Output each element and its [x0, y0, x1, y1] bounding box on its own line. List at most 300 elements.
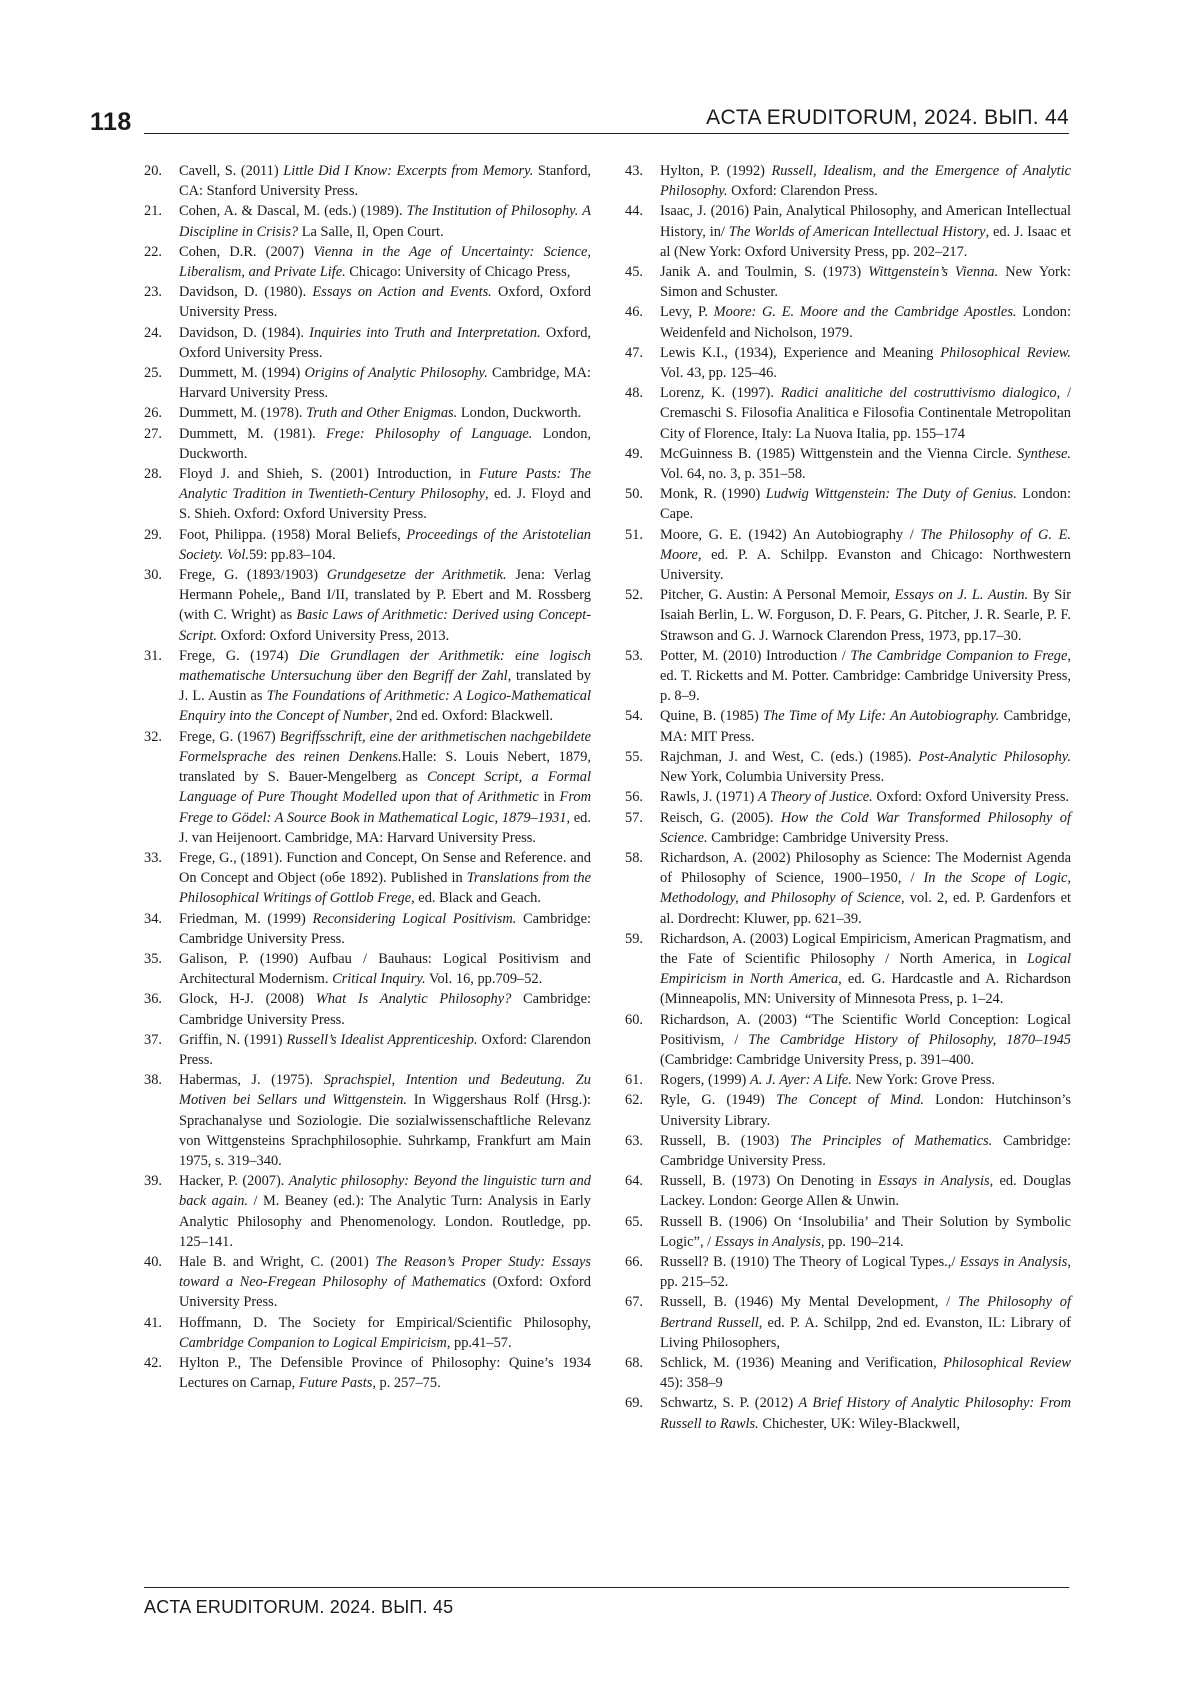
reference-item	[625, 444, 1071, 484]
reference-text	[660, 163, 1071, 199]
reference-number: 38.	[144, 1070, 162, 1090]
reference-title-italic: Future Pasts: The Analytic Tradition in Twentieth-Century Philosophy	[179, 466, 591, 502]
reference-title-italic: Analytic philosophy: Beyond the linguistic turn and back again.	[179, 1173, 591, 1209]
reference-number: 30.	[144, 565, 162, 585]
reference-title-italic: Post-Analytic Philosophy.	[918, 749, 1071, 765]
reference-text	[179, 991, 591, 1027]
reference-text-segment: Vol. 16, pp.709–52.	[426, 971, 543, 987]
reference-number: 63.	[625, 1131, 643, 1151]
reference-text	[660, 1133, 1071, 1169]
reference-text-segment: Oxford, Oxford University Press.	[179, 284, 591, 320]
reference-item	[144, 989, 591, 1029]
reference-title-italic: What Is Analytic Philosophy?	[316, 991, 512, 1007]
reference-title-italic: The Concept of Mind.	[776, 1092, 924, 1108]
reference-text	[660, 1395, 1071, 1431]
reference-item	[144, 1171, 591, 1252]
reference-text-segment: Reisch, G. (2005).	[660, 810, 781, 826]
reference-number: 46.	[625, 302, 643, 322]
reference-item	[144, 424, 591, 464]
reference-item	[144, 161, 591, 201]
reference-text-segment: in	[539, 789, 560, 805]
reference-text-segment: Hale B. and Wright, C. (2001)	[179, 1254, 375, 1270]
reference-text-segment: La Salle, Il, Open Court.	[298, 224, 443, 240]
reference-number: 32.	[144, 727, 162, 747]
reference-title-italic: Essays on Action and Events.	[312, 284, 491, 300]
reference-text-segment: Dummett, M. (1994)	[179, 365, 305, 381]
reference-text-segment: New York: Grove Press.	[852, 1072, 995, 1088]
reference-title-italic: Future Pasts	[299, 1375, 372, 1391]
reference-item	[625, 383, 1071, 444]
reference-item	[625, 646, 1071, 707]
reference-title-italic: Basic Laws of Arithmetic: Derived using Concept-Script.	[179, 607, 591, 643]
reference-text-segment: Rajchman, J. and West, C. (eds.) (1985).	[660, 749, 918, 765]
reference-title-italic: The Cambridge Companion to Frege	[850, 648, 1067, 664]
reference-text-segment: Cohen, D.R. (2007)	[179, 244, 313, 260]
reference-number: 53.	[625, 646, 643, 666]
reference-item	[625, 161, 1071, 201]
reference-text	[179, 911, 591, 947]
reference-text-segment: Chichester, UK: Wiley-Blackwell,	[759, 1416, 960, 1432]
reference-text-segment: Russell B. (1906) On ‘Insolubilia’ and Their Solution by Symbolic Logic”, /	[660, 1214, 1071, 1250]
reference-text-segment: , pp. 215–52.	[660, 1254, 1071, 1290]
reference-title-italic: Frege: Philosophy of Language.	[326, 426, 532, 442]
reference-text-segment: Chicago: University of Chicago Press,	[346, 264, 571, 280]
reference-text-segment: Oxford: Clarendon Press.	[728, 183, 878, 199]
reference-number: 64.	[625, 1171, 643, 1191]
reference-item	[144, 565, 591, 646]
reference-item	[144, 1030, 591, 1070]
reference-text	[179, 1355, 591, 1391]
reference-number: 56.	[625, 787, 643, 807]
reference-text-segment: Floyd J. and Shieh, S. (2001) Introduction, in	[179, 466, 479, 482]
reference-text	[660, 345, 1071, 381]
reference-text-segment: Moore, G. E. (1942) An Autobiography /	[660, 527, 920, 543]
reference-text-segment: Cambridge, MA: Harvard University Press.	[179, 365, 591, 401]
reference-title-italic: Essays in Analysis	[960, 1254, 1068, 1270]
reference-item	[625, 1353, 1071, 1393]
reference-number: 40.	[144, 1252, 162, 1272]
reference-title-italic: The Institution of Philosophy. A Discipline in Crisis?	[179, 203, 591, 239]
reference-text-segment: London: Hutchinson’s University Library.	[660, 1092, 1071, 1128]
reference-text-segment: Oxford: Clarendon Press.	[179, 1032, 591, 1068]
reference-text-segment: (Cambridge: Cambridge University Press, p. 391–400.	[660, 1052, 974, 1068]
reference-text-segment: Schwartz, S. P. (2012)	[660, 1395, 799, 1411]
reference-number: 69.	[625, 1393, 643, 1413]
reference-item	[144, 646, 591, 727]
reference-text-segment: Frege, G., (1891). Function and Concept, On Sense and Reference. and On Concept and Object (обе 1892). Published in	[179, 850, 591, 886]
reference-text-segment: Hacker, P. (2007).	[179, 1173, 289, 1189]
reference-text-segment: Jena: Verlag Hermann Pohele,, Band I/II, translated by P. Ebert and M. Rossberg (with C. Wright) as	[179, 567, 591, 623]
reference-text	[660, 1173, 1071, 1209]
reference-number: 43.	[625, 161, 643, 181]
footer-journal-title: ACTA ERUDITORUM. 2024. ВЫП. 45	[144, 1597, 453, 1618]
reference-text	[660, 446, 1071, 482]
reference-text-segment: 45): 358–9	[660, 1375, 723, 1391]
reference-text-segment: Davidson, D. (1980).	[179, 284, 312, 300]
page-number: 118	[90, 108, 132, 137]
reference-text-segment: New York, Columbia University Press.	[660, 769, 884, 785]
reference-number: 33.	[144, 848, 162, 868]
reference-text-segment: Cambridge: Cambridge University Press.	[179, 911, 591, 947]
reference-text	[660, 931, 1071, 1008]
reference-text-segment: Cohen, A. & Dascal, M. (eds.) (1989).	[179, 203, 407, 219]
reference-text-segment: Cambridge: Cambridge University Press.	[708, 830, 949, 846]
reference-text	[179, 729, 591, 846]
reference-title-italic: Proceedings of the Aristotelian Society. Vol.	[179, 527, 591, 563]
header-rule	[144, 133, 1069, 134]
reference-item	[144, 848, 591, 909]
reference-number: 47.	[625, 343, 643, 363]
reference-number: 45.	[625, 262, 643, 282]
reference-text	[179, 1032, 591, 1068]
reference-number: 54.	[625, 706, 643, 726]
reference-title-italic: The Philosophy of Bertrand Russell	[660, 1294, 1071, 1330]
reference-item	[625, 302, 1071, 342]
reference-text-segment: Potter, M. (2010) Introduction /	[660, 648, 850, 664]
reference-text-segment: Halle: S. Louis Nebert, 1879, translated by S. Bauer-Mengelberg as	[179, 749, 591, 785]
reference-text	[660, 486, 1071, 522]
reference-title-italic: Moore: G. E. Moore and the Cambridge Apostles.	[714, 304, 1017, 320]
reference-text-segment: Oxford: Oxford University Press, 2013.	[217, 628, 449, 644]
reference-text	[660, 527, 1071, 583]
reference-text	[179, 1315, 591, 1351]
reference-title-italic: Concept Script, a Formal Language of Pure Thought Modelled upon that of Arithmetic	[179, 769, 591, 805]
reference-text-segment: Janik A. and Toulmin, S. (1973)	[660, 264, 868, 280]
reference-text-segment: Rogers, (1999)	[660, 1072, 750, 1088]
reference-number: 58.	[625, 848, 643, 868]
reference-item	[625, 585, 1071, 646]
reference-text	[179, 325, 591, 361]
reference-text-segment: Ryle, G. (1949)	[660, 1092, 776, 1108]
reference-text-segment: London, Duckworth.	[179, 426, 591, 462]
reference-text-segment: , ed. Douglas Lackey. London: George Allen & Unwin.	[660, 1173, 1071, 1209]
reference-item	[144, 1070, 591, 1171]
reference-text	[179, 244, 591, 280]
reference-list-left	[144, 161, 591, 1393]
reference-text	[179, 951, 591, 987]
reference-title-italic: Essays in Analysis	[878, 1173, 990, 1189]
reference-text-segment: Friedman, M. (1999)	[179, 911, 312, 927]
reference-text-segment: Richardson, A. (2003) “The Scientific World Conception: Logical Positivism, /	[660, 1012, 1071, 1048]
reference-number: 29.	[144, 525, 162, 545]
reference-text-segment: Hylton, P. (1992)	[660, 163, 771, 179]
reference-text-segment: vol. 2, ed. P. Gardenfors et al. Dordrecht: Kluwer, pp. 621–39.	[660, 890, 1071, 926]
reference-number: 31.	[144, 646, 162, 666]
references-column-left	[144, 161, 591, 1393]
running-head: ACTA ERUDITORUM, 2024. ВЫП. 44	[706, 106, 1069, 130]
reference-text-segment: Richardson, A. (2003) Logical Empiricism, American Pragmatism, and the Fate of Scientific Philosophy / North America, in	[660, 931, 1071, 967]
reference-item	[625, 1090, 1071, 1130]
reference-text	[179, 466, 591, 522]
reference-title-italic: Vienna in the Age of Uncertainty: Science, Liberalism, and Private Life.	[179, 244, 591, 280]
reference-title-italic: Cambridge Companion to Logical Empiricism	[179, 1335, 447, 1351]
reference-text-segment: / M. Beaney (ed.): The Analytic Turn: Analysis in Early Analytic Philosophy and Phenomenology. London. Routledge, pp. 125–141.	[179, 1193, 591, 1249]
reference-text-segment: Schlick, M. (1936) Meaning and Verification,	[660, 1355, 943, 1371]
reference-text-segment: By Sir Isaiah Berlin, L. W. Forguson, D. F. Pears, G. Pitcher, J. R. Searle, P. F. Strawson and G. J. Warnock Clarendon Press, 1973, pp.17–30.	[660, 587, 1071, 643]
reference-item	[625, 787, 1071, 807]
reference-text-segment: Cambridge: Cambridge University Press.	[660, 1133, 1071, 1169]
reference-number: 51.	[625, 525, 643, 545]
reference-number: 60.	[625, 1010, 643, 1030]
reference-text-segment: , ed. P. A. Schilpp, 2nd ed. Evanston, IL: Library of Living Philosophers,	[660, 1315, 1071, 1351]
reference-text	[660, 1012, 1071, 1068]
reference-text-segment: 59: pp.83–104.	[249, 547, 336, 563]
reference-text	[179, 365, 591, 401]
reference-title-italic: A Brief History of Analytic Philosophy: From Russell to Rawls.	[660, 1395, 1071, 1431]
reference-item	[144, 949, 591, 989]
reference-item	[625, 706, 1071, 746]
reference-item	[625, 201, 1071, 262]
reference-text-segment: Cambridge, MA: MIT Press.	[660, 708, 1071, 744]
reference-number: 49.	[625, 444, 643, 464]
reference-text	[179, 405, 581, 421]
reference-text-segment: Rawls, J. (1971)	[660, 789, 758, 805]
reference-text	[179, 1173, 591, 1250]
reference-item	[144, 282, 591, 322]
reference-title-italic: Grundgesetze der Arithmetik.	[327, 567, 507, 583]
reference-text-segment: , 2nd ed. Oxford: Blackwell.	[389, 708, 553, 724]
reference-text-segment: Galison, P. (1990) Aufbau / Bauhaus: Logical Positivism and Architectural Modernism.	[179, 951, 591, 987]
footer-rule	[144, 1587, 1069, 1588]
reference-number: 48.	[625, 383, 643, 403]
reference-title-italic: Inquiries into Truth and Interpretation.	[309, 325, 541, 341]
reference-number: 52.	[625, 585, 643, 605]
reference-number: 35.	[144, 949, 162, 969]
reference-item	[625, 1252, 1071, 1292]
reference-text	[660, 850, 1071, 927]
reference-text	[660, 708, 1071, 744]
reference-number: 65.	[625, 1212, 643, 1232]
reference-title-italic: Critical Inquiry.	[332, 971, 426, 987]
reference-item	[625, 1070, 1071, 1090]
reference-text-segment: Quine, B. (1985)	[660, 708, 763, 724]
reference-text-segment: Glock, H-J. (2008)	[179, 991, 316, 1007]
reference-item	[144, 909, 591, 949]
reference-item	[144, 1353, 591, 1393]
reference-text	[179, 163, 591, 199]
reference-text-segment: Lorenz, K. (1997).	[660, 385, 781, 401]
reference-number: 22.	[144, 242, 162, 262]
reference-title-italic: The Reason’s Proper Study: Essays toward a Neo-Fregean Philosophy of Mathematics	[179, 1254, 591, 1290]
reference-number: 39.	[144, 1171, 162, 1191]
reference-number: 66.	[625, 1252, 643, 1272]
reference-title-italic: Truth and Other Enigmas.	[306, 405, 457, 421]
reference-title-italic: Translations from the Philosophical Writings of Gottlob Frege	[179, 870, 591, 906]
reference-number: 36.	[144, 989, 162, 1009]
reference-text	[660, 1092, 1071, 1128]
reference-title-italic: From Frege to Gödel: A Source Book in Mathematical Logic, 1879–1931	[179, 789, 591, 825]
reference-number: 34.	[144, 909, 162, 929]
reference-title-italic: Philosophical Review	[943, 1355, 1071, 1371]
reference-title-italic: Origins of Analytic Philosophy.	[305, 365, 488, 381]
reference-text-segment: , ed. J. Isaac et al (New York: Oxford University Press, pp. 202–217.	[660, 224, 1071, 260]
reference-title-italic: A Theory of Justice.	[758, 789, 873, 805]
reference-number: 57.	[625, 808, 643, 828]
reference-text-segment: Russell? B. (1910) The Theory of Logical Types.,/	[660, 1254, 960, 1270]
reference-item	[625, 343, 1071, 383]
references-column-right	[625, 161, 1071, 1434]
reference-item	[625, 484, 1071, 524]
reference-text-segment: , ed. Black and Geach.	[411, 890, 541, 906]
reference-text-segment: Lewis K.I., (1934), Experience and Meaning	[660, 345, 940, 361]
reference-number: 37.	[144, 1030, 162, 1050]
reference-text-segment: Russell, B. (1973) On Denoting in	[660, 1173, 878, 1189]
reference-item	[625, 747, 1071, 787]
reference-text-segment: Levy, P.	[660, 304, 714, 320]
reference-item	[625, 525, 1071, 586]
reference-text	[179, 527, 591, 563]
reference-text-segment: Dummett, M. (1981).	[179, 426, 326, 442]
reference-number: 21.	[144, 201, 162, 221]
reference-number: 59.	[625, 929, 643, 949]
reference-number: 67.	[625, 1292, 643, 1312]
reference-number: 68.	[625, 1353, 643, 1373]
reference-item	[144, 323, 591, 363]
reference-title-italic: Philosophical Review.	[940, 345, 1071, 361]
reference-text-segment: Hoffmann, D. The Society for Empirical/Scientific Philosophy,	[179, 1315, 591, 1331]
reference-title-italic: Essays in Analysis	[715, 1234, 821, 1250]
reference-title-italic: Synthese.	[1017, 446, 1071, 462]
reference-number: 20.	[144, 161, 162, 181]
reference-text	[660, 749, 1071, 785]
reference-title-italic: The Foundations of Arithmetic: A Logico-Mathematical Enquiry into the Concept of Number	[179, 688, 591, 724]
reference-item	[625, 1393, 1071, 1433]
reference-text	[660, 264, 1071, 300]
reference-text-segment: , pp. 190–214.	[821, 1234, 904, 1250]
reference-item	[625, 1131, 1071, 1171]
reference-text-segment: , p. 257–75.	[372, 1375, 440, 1391]
reference-number: 42.	[144, 1353, 162, 1373]
reference-text-segment: Stanford, CA: Stanford University Press.	[179, 163, 591, 199]
reference-text-segment: Pitcher, G. Austin: A Personal Memoir,	[660, 587, 895, 603]
reference-text	[660, 810, 1071, 846]
reference-item	[625, 929, 1071, 1010]
reference-title-italic: Essays on J. L. Austin.	[895, 587, 1029, 603]
reference-item	[144, 525, 591, 565]
reference-title-italic: Die Grundlagen der Arithmetik: eine logisch mathematische Untersuchung über den Begriff der Zahl	[179, 648, 591, 684]
reference-text-segment: , translated by J. L. Austin as	[179, 668, 591, 704]
reference-title-italic: The Worlds of American Intellectual History	[729, 224, 986, 240]
reference-number: 55.	[625, 747, 643, 767]
reference-item	[144, 1252, 591, 1313]
reference-text	[660, 587, 1071, 643]
reference-title-italic: Ludwig Wittgenstein: The Duty of Genius.	[766, 486, 1017, 502]
reference-text	[660, 648, 1071, 704]
reference-text	[179, 284, 591, 320]
reference-text-segment: Oxford: Oxford University Press.	[873, 789, 1069, 805]
reference-item	[144, 727, 591, 848]
reference-text	[179, 203, 591, 239]
reference-text	[179, 648, 591, 725]
reference-number: 44.	[625, 201, 643, 221]
reference-text-segment: Habermas, J. (1975).	[179, 1072, 324, 1088]
reference-text-segment: Vol. 43, pp. 125–46.	[660, 365, 777, 381]
reference-text	[660, 203, 1071, 259]
reference-text-segment: Vol. 64, no. 3, p. 351–58.	[660, 466, 806, 482]
reference-text-segment: Foot, Philippa. (1958) Moral Beliefs,	[179, 527, 406, 543]
reference-number: 41.	[144, 1313, 162, 1333]
reference-text-segment: (Oxford: Oxford University Press.	[179, 1274, 591, 1310]
reference-item	[625, 808, 1071, 848]
reference-text	[179, 850, 591, 906]
reference-text-segment: , / Cremaschi S. Filosofia Analitica e Filosofia Continentale Metropolitan City of Florence, Italy: La Nuova Italia, pp. 155–174	[660, 385, 1071, 441]
reference-title-italic: Sprachspiel, Intention und Bedeutung. Zu Motiven bei Sellars und Wittgenstein.	[179, 1072, 591, 1108]
reference-text	[179, 1254, 591, 1310]
reference-text-segment: Frege, G. (1974)	[179, 648, 299, 664]
reference-text-segment: Hylton P., The Defensible Province of Philosophy: Quine’s 1934 Lectures on Carnap,	[179, 1355, 591, 1391]
reference-title-italic: Wittgenstein’s Vienna.	[868, 264, 998, 280]
reference-number: 25.	[144, 363, 162, 383]
reference-title-italic: The Cambridge History of Philosophy, 1870–1945	[748, 1032, 1071, 1048]
reference-text	[660, 304, 1071, 340]
reference-item	[144, 242, 591, 282]
reference-text-segment: Griffin, N. (1991)	[179, 1032, 287, 1048]
reference-title-italic: Begriffsschrift, eine der arithmetischen nachgebildete Formelsprache des reinen Denkens.	[179, 729, 591, 765]
reference-item	[625, 1212, 1071, 1252]
reference-item	[144, 1313, 591, 1353]
reference-text	[660, 1294, 1071, 1350]
reference-text	[660, 1072, 995, 1088]
reference-text-segment: London, Duckworth.	[457, 405, 581, 421]
reference-number: 27.	[144, 424, 162, 444]
reference-text-segment: , ed. J. van Heijenoort. Cambridge, MA: Harvard University Press.	[179, 810, 591, 846]
reference-text-segment: London: Cape.	[660, 486, 1071, 522]
reference-title-italic: Logical Empiricism in North America	[660, 951, 1071, 987]
reference-item	[625, 1292, 1071, 1353]
reference-number: 62.	[625, 1090, 643, 1110]
reference-text	[660, 1214, 1071, 1250]
reference-text-segment: Isaac, J. (2016) Pain, Analytical Philosophy, and American Intellectual History, in/	[660, 203, 1071, 239]
reference-title-italic: How the Cold War Transformed Philosophy of Science.	[660, 810, 1071, 846]
reference-text-segment: , ed. G. Hardcastle and A. Richardson (Minneapolis, MN: University of Minnesota Press, p. 1–24.	[660, 971, 1071, 1007]
reference-text-segment: Frege, G. (1893/1903)	[179, 567, 327, 583]
reference-item	[144, 464, 591, 525]
reference-title-italic: Reconsidering Logical Positivism.	[312, 911, 516, 927]
reference-text-segment: , ed. T. Ricketts and M. Potter. Cambridge: Cambridge University Press, p. 8–9.	[660, 648, 1071, 704]
reference-text-segment: Richardson, A. (2002) Philosophy as Science: The Modernist Agenda of Philosophy of Science, 1900–1950, /	[660, 850, 1071, 886]
reference-number: 50.	[625, 484, 643, 504]
reference-text	[660, 789, 1069, 805]
reference-item	[144, 201, 591, 241]
reference-title-italic: Little Did I Know: Excerpts from Memory.	[283, 163, 533, 179]
reference-text	[660, 1355, 1071, 1391]
reference-number: 23.	[144, 282, 162, 302]
reference-title-italic: In the Scope of Logic, Methodology, and Philosophy of Science,	[660, 870, 1071, 906]
reference-text-segment: , pp.41–57.	[447, 1335, 512, 1351]
reference-number: 26.	[144, 403, 162, 423]
reference-text-segment: London: Weidenfeld and Nicholson, 1979.	[660, 304, 1071, 340]
reference-text-segment: Davidson, D. (1984).	[179, 325, 309, 341]
reference-list-right	[625, 161, 1071, 1434]
reference-number: 61.	[625, 1070, 643, 1090]
reference-text-segment: Russell, B. (1946) My Mental Development, /	[660, 1294, 958, 1310]
reference-item	[625, 1171, 1071, 1211]
reference-text-segment: Cavell, S. (2011)	[179, 163, 283, 179]
reference-text	[179, 567, 591, 644]
reference-text-segment: , ed. J. Floyd and S. Shieh. Oxford: Oxford University Press.	[179, 486, 591, 522]
reference-number: 28.	[144, 464, 162, 484]
reference-text-segment: Russell, B. (1903)	[660, 1133, 790, 1149]
reference-text-segment: , ed. P. A. Schilpp. Evanston and Chicago: Northwestern University.	[660, 547, 1071, 583]
reference-item	[144, 403, 591, 423]
reference-text	[179, 426, 591, 462]
reference-text	[660, 385, 1071, 441]
reference-item	[625, 262, 1071, 302]
reference-title-italic: A. J. Ayer: A Life.	[750, 1072, 852, 1088]
reference-text-segment: McGuinness B. (1985) Wittgenstein and the Vienna Circle.	[660, 446, 1017, 462]
reference-text-segment: Frege, G. (1967)	[179, 729, 280, 745]
reference-title-italic: Russell, Idealism, and the Emergence of Analytic Philosophy.	[660, 163, 1071, 199]
